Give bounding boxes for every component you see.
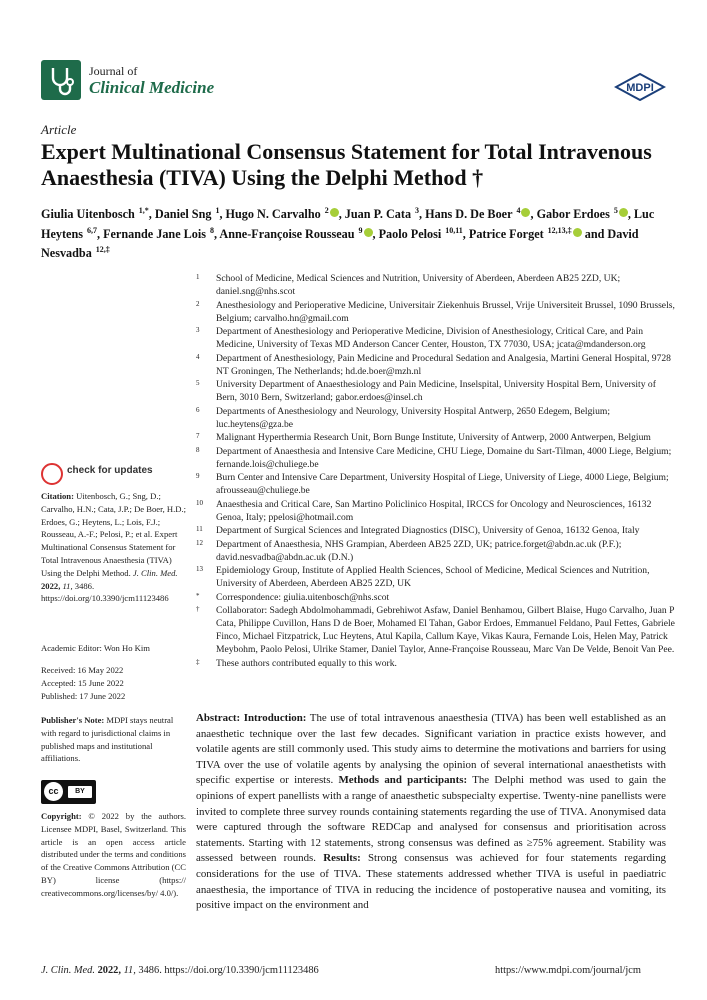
citation-volume: 11, bbox=[62, 580, 73, 591]
affiliations bbox=[196, 272, 676, 670]
copyright-block bbox=[41, 810, 186, 900]
affiliation-number: ‡ bbox=[196, 657, 200, 666]
journal-of-label: Journal of bbox=[89, 64, 138, 78]
footer-volume: 11, bbox=[123, 965, 136, 976]
citation-block bbox=[41, 490, 186, 605]
mdpi-logo-text: MDPI bbox=[626, 82, 654, 94]
author-list: Giulia Uitenbosch $^{1,*}$, Daniel Sng $^1$, Hugo N. Carvalho $^2$ , Juan P. Cata $^3$, Hans D. De Boer $^4$ , Gabor Erdoes $^5$ , Luc Heytens $^{6,7}$, Fernande Jane Lois $^8$, Anne-Françoise Rousseau $^9$ , Paolo Pelosi $^{10,11}$, Patrice Forget $^{12,13,\ddagger}$ and David Nesvadba $^{12,\ddagger}$ bbox=[41, 206, 655, 261]
affiliation-number: 2 bbox=[196, 299, 200, 308]
affiliation-item bbox=[196, 538, 676, 564]
author bbox=[425, 207, 530, 221]
journal-name: Clinical Medicine bbox=[89, 78, 215, 97]
affiliation-number: 4 bbox=[196, 352, 200, 361]
affiliation-text: University Department of Anaesthesiology and Pain Medicine, Inselspital, University Hospital Bern, University of Bern, 3010 Bern, Switzerland; gabor.erdoes@insel.ch bbox=[216, 379, 656, 403]
affiliation-text: School of Medicine, Medical Sciences and Nutrition, University of Aberdeen, Aberdeen AB25 2ZD, UK; daniel.sng@nhs.scot bbox=[216, 273, 621, 297]
affiliation-number: 11 bbox=[196, 525, 203, 533]
author-name: Anne-Françoise Rousseau bbox=[219, 226, 355, 241]
orcid-icon[interactable] bbox=[330, 208, 339, 217]
author-name: Juan P. Cata bbox=[344, 207, 412, 222]
affiliation-text: Department of Surgical Sciences and Integrated Diagnostics (DISC), University of Genoa, 16132 Genoa, Italy bbox=[216, 525, 640, 536]
affiliation-item bbox=[196, 498, 676, 524]
methods-text: The Delphi method was used to gain the opinions of expert panellists with a range of anaesthetic subspecialty expertise. Twenty-nine panellists were invited to complete three survey rounds containing statements regarding the use of TIVA. Anonymised data were captured through the software REDCap and analysed for consensus and prioritisation across statements. Starting with 12 statements, strong consensus was defined as ≥75% agreement. Stability was assessed between rounds. bbox=[196, 774, 666, 865]
affiliation-text: Department of Anaesthesia, NHS Grampian, Aberdeen AB25 2ZD, UK; patrice.forget@abdn.ac.uk (P.F.); david.nesvadba@abdn.ac.uk (D.N.) bbox=[216, 538, 622, 563]
author bbox=[103, 227, 214, 241]
orcid-icon[interactable] bbox=[364, 228, 373, 237]
affiliation-item bbox=[196, 299, 676, 325]
cc-icon: cc bbox=[44, 782, 63, 801]
affiliation-number: † bbox=[196, 605, 200, 613]
cc-by-icon: BY bbox=[68, 786, 92, 798]
affiliation-item bbox=[196, 325, 676, 351]
footer-journal: J. Clin. Med. bbox=[41, 965, 95, 976]
orcid-icon[interactable] bbox=[521, 208, 530, 217]
citation-label: Citation: bbox=[41, 491, 74, 501]
stethoscope-icon bbox=[41, 60, 81, 100]
affiliation-item bbox=[196, 591, 676, 604]
affiliation-number: 8 bbox=[196, 445, 200, 454]
received-date: Received: 16 May 2022 bbox=[41, 665, 124, 675]
publishers-note bbox=[41, 714, 186, 765]
author-name: Fernande Jane Lois bbox=[103, 226, 206, 241]
results-text: Strong consensus was achieved for four statements regarding considerations for the use of TIVA. These statements addressed whether TIVA is useful in paediatric anaesthesia, the importance of TIVA in reducing the incidence of postoperative nausea and vomiting, its positive impact on the environment and bbox=[196, 852, 666, 912]
author-name: Patrice Forget bbox=[468, 226, 544, 241]
affiliation-number: 9 bbox=[196, 472, 200, 480]
author-name: Daniel Sng bbox=[154, 207, 212, 222]
check-for-updates-button[interactable] bbox=[41, 463, 171, 491]
methods-label: Methods and participants: bbox=[338, 774, 468, 787]
affiliation-item bbox=[196, 564, 676, 590]
abstract-label: Abstract: bbox=[196, 712, 241, 724]
author-affiliation-mark: 12,‡ bbox=[93, 245, 110, 255]
footer-citation bbox=[41, 965, 319, 976]
author bbox=[219, 227, 372, 241]
author-affiliation-mark: 4 bbox=[514, 206, 521, 215]
author bbox=[155, 207, 220, 221]
copyright-label: Copyright: bbox=[41, 811, 82, 821]
affiliation-item bbox=[196, 378, 676, 404]
author-affiliation-mark: 12,13,‡ bbox=[545, 225, 572, 235]
author bbox=[345, 207, 419, 221]
check-updates-label: check for updates bbox=[67, 465, 153, 476]
affiliation-text: Departments of Anesthesiology and Neurology, University Hospital Antwerp, 2650 Edegem, Belgium; luc.heytens@gza.be bbox=[216, 405, 610, 430]
affiliation-number: * bbox=[196, 591, 200, 600]
affiliation-text: These authors contributed equally to this work. bbox=[216, 657, 397, 669]
orcid-icon[interactable] bbox=[573, 228, 582, 237]
affiliation-item bbox=[196, 431, 676, 444]
author-affiliation-mark: 3 bbox=[413, 206, 420, 215]
author-name: Paolo Pelosi bbox=[378, 226, 442, 241]
author-affiliation-mark: 8 bbox=[208, 225, 214, 235]
affiliation-item bbox=[196, 352, 676, 378]
author-affiliation-mark: 1,* bbox=[136, 206, 149, 215]
author-name: Gabor Erdoes bbox=[536, 207, 610, 222]
affiliation-text: Collaborator: Sadegh Abdolmohammadi, Gebrehiwot Asfaw, Daniel Benhamou, Gilbert Blaise, Hugo Carvalho, Juan P Cata, Philippe Cuvillon, Hans D de Boer, Mohamed El Tahan, Gabor Erdoes, Emmanuel Feldano, Paul Fettes, Gabriele Finco, Michael Fitzpatrick, Luc Heytens, Atul Kapila, Callum Kaye, Vikas Kaura, Fernande Lois, Helen May, Patrick Meybohm, Paolo Pelosi, Ulrike Stamer, Daniel Taylor, Anne-Françoise Rousseau, Marc Van De Velde, Benoit Van Pee. bbox=[216, 605, 675, 655]
author-name: Hans D. De Boer bbox=[425, 207, 513, 222]
footer-year: 2022, bbox=[97, 965, 121, 976]
author bbox=[226, 207, 339, 221]
author-affiliation-mark: 1 bbox=[213, 206, 220, 215]
orcid-icon[interactable] bbox=[619, 208, 628, 217]
results-label: Results: bbox=[323, 852, 361, 865]
publication-dates bbox=[41, 664, 186, 702]
affiliation-number: 12 bbox=[196, 538, 203, 547]
affiliation-text: Department of Anaesthesia and Intensive Care Medicine, CHU Liege, Domaine du Sart-Tilman, 4000 Liege, Belgium; fernande.lois@chuliege.be bbox=[216, 445, 672, 470]
affiliation-number: 7 bbox=[196, 432, 200, 440]
affiliation-item bbox=[196, 445, 676, 471]
author-affiliation-mark: 2 bbox=[322, 206, 329, 215]
affiliation-item bbox=[196, 471, 676, 497]
author-affiliation-mark: 6,7 bbox=[84, 225, 97, 235]
affiliation-text: Department of Anesthesiology, Pain Medicine and Procedural Sedation and Analgesia, Martini General Hospital, 9728 NT Groningen, The Netherlands; hd.de.boer@mzh.nl bbox=[216, 352, 671, 377]
author bbox=[469, 227, 582, 241]
academic-editor: Academic Editor: Won Ho Kim bbox=[41, 643, 150, 653]
footer-journal-url[interactable]: https://www.mdpi.com/journal/jcm bbox=[495, 965, 641, 976]
cc-license-badge[interactable] bbox=[41, 780, 96, 804]
check-updates-icon bbox=[41, 463, 63, 485]
affiliation-text: Anaesthesia and Critical Care, San Martino Policlinico Hospital, IRCCS for Oncology and Neurosciences, 16132 Genoa, Italy; ppelosi@hotmail.com bbox=[216, 498, 652, 523]
affiliation-text: Epidemiology Group, Institute of Applied Health Sciences, School of Medicine, Medical Sciences and Nutrition, University of Aberdeen, Aberdeen AB25 2ZD, UK bbox=[216, 565, 650, 589]
affiliation-number: 5 bbox=[196, 379, 200, 387]
citation-journal: J. Clin. Med. bbox=[132, 567, 178, 578]
article-title: Expert Multinational Consensus Statement for Total Intravenous Anaesthesia (TIVA) Using the Delphi Method † bbox=[41, 139, 652, 190]
published-date: Published: 17 June 2022 bbox=[41, 690, 126, 701]
accepted-date: Accepted: 15 June 2022 bbox=[41, 677, 124, 688]
affiliation-number: 6 bbox=[196, 405, 200, 414]
citation-doi[interactable]: 3486. https://doi.org/10.3390/jcm11123486 bbox=[41, 580, 169, 604]
pubnote-text: MDPI stays neutral with regard to jurisdictional claims in published maps and institutional affiliations. bbox=[41, 715, 174, 764]
author bbox=[537, 207, 628, 221]
author-name: Giulia Uitenbosch bbox=[41, 207, 135, 222]
citation-text: Uitenbosch, G.; Sng, D.; Carvalho, H.N.; Cata, J.P.; De Boer, H.D.; Erdoes, G.; Heytens, L.; Lois, F.J.; Rousseau, A.-F.; Pelosi, P.; et al. Expert Multinational Consensus Statement for Total Intravenous Anaesthesia (TIVA) Using the Delphi Method. bbox=[41, 491, 187, 578]
affiliation-number: 3 bbox=[196, 326, 200, 334]
article-type: Article bbox=[41, 122, 77, 137]
affiliation-item bbox=[196, 272, 676, 298]
journal-logo bbox=[41, 60, 81, 100]
affiliation-text: Correspondence: giulia.uitenbosch@nhs.scot bbox=[216, 591, 390, 603]
copyright-text: © 2022 by the authors. Licensee MDPI, Basel, Switzerland. This article is an open access article distributed under the terms and conditions of the Creative Commons Attribution (CC BY) license (https:// creativecommons.org/licenses/by/ 4.0/). bbox=[41, 811, 186, 898]
intro-text: The use of total intravenous anaesthesia (TIVA) has been well established as an anaesthetic technique over the last few decades. Significant variation in practice exists however, and volatile agents are still commonly used. This study aims to determine the motivations and barriers for using TIVA over the use of volatile agents by analysing the opinion of several international anaesthetists with specific expertise or interests. bbox=[196, 712, 666, 787]
intro-label: Introduction: bbox=[243, 712, 307, 724]
affiliation-item bbox=[196, 657, 676, 670]
author-name: Hugo N. Carvalho bbox=[225, 207, 321, 222]
mdpi-logo[interactable] bbox=[614, 73, 666, 101]
author-affiliation-mark: 5 bbox=[611, 206, 618, 215]
author-affiliation-mark: 10,11 bbox=[443, 225, 463, 235]
affiliation-text: Malignant Hyperthermia Research Unit, Born Bunge Institute, University of Antwerp, 2000 Antwerpen, Belgium bbox=[216, 432, 651, 443]
abstract bbox=[196, 711, 666, 914]
affiliation-item bbox=[196, 604, 676, 656]
affiliation-item bbox=[196, 524, 676, 537]
affiliation-text: Anesthesiology and Perioperative Medicine, Universitair Ziekenhuis Brussel, Vrije Universiteit Brussel, 1090 Brussels, Belgium; carvalho.hn@gmail.com bbox=[216, 299, 675, 324]
footer-doi[interactable]: 3486. https://doi.org/10.3390/jcm11123486 bbox=[138, 965, 319, 976]
affiliation-item bbox=[196, 405, 676, 431]
affiliation-text: Burn Center and Intensive Care Department, University Hospital of Liege, University of Liege, 4000 Liege, Belgium; afrousseau@chuliege.be bbox=[216, 472, 669, 496]
author-affiliation-mark: 9 bbox=[356, 225, 363, 235]
affiliation-text: Department of Anesthesiology and Perioperative Medicine, Division of Anesthesiology, Critical Care, and Pain Medicine, University of Texas MD Anderson Cancer Center, Houston, TX 77030, USA; jcata@mdanderson.org bbox=[216, 326, 646, 350]
pubnote-label: Publisher's Note: bbox=[41, 715, 105, 725]
affiliation-number: 1 bbox=[196, 273, 200, 281]
author-name: Luc Heytens bbox=[41, 207, 655, 241]
author bbox=[41, 207, 149, 221]
author bbox=[379, 227, 463, 241]
affiliation-number: 10 bbox=[196, 498, 203, 507]
citation-year: 2022, bbox=[41, 580, 61, 591]
affiliation-number: 13 bbox=[196, 565, 203, 573]
author-name: David Nesvadba bbox=[41, 226, 639, 261]
